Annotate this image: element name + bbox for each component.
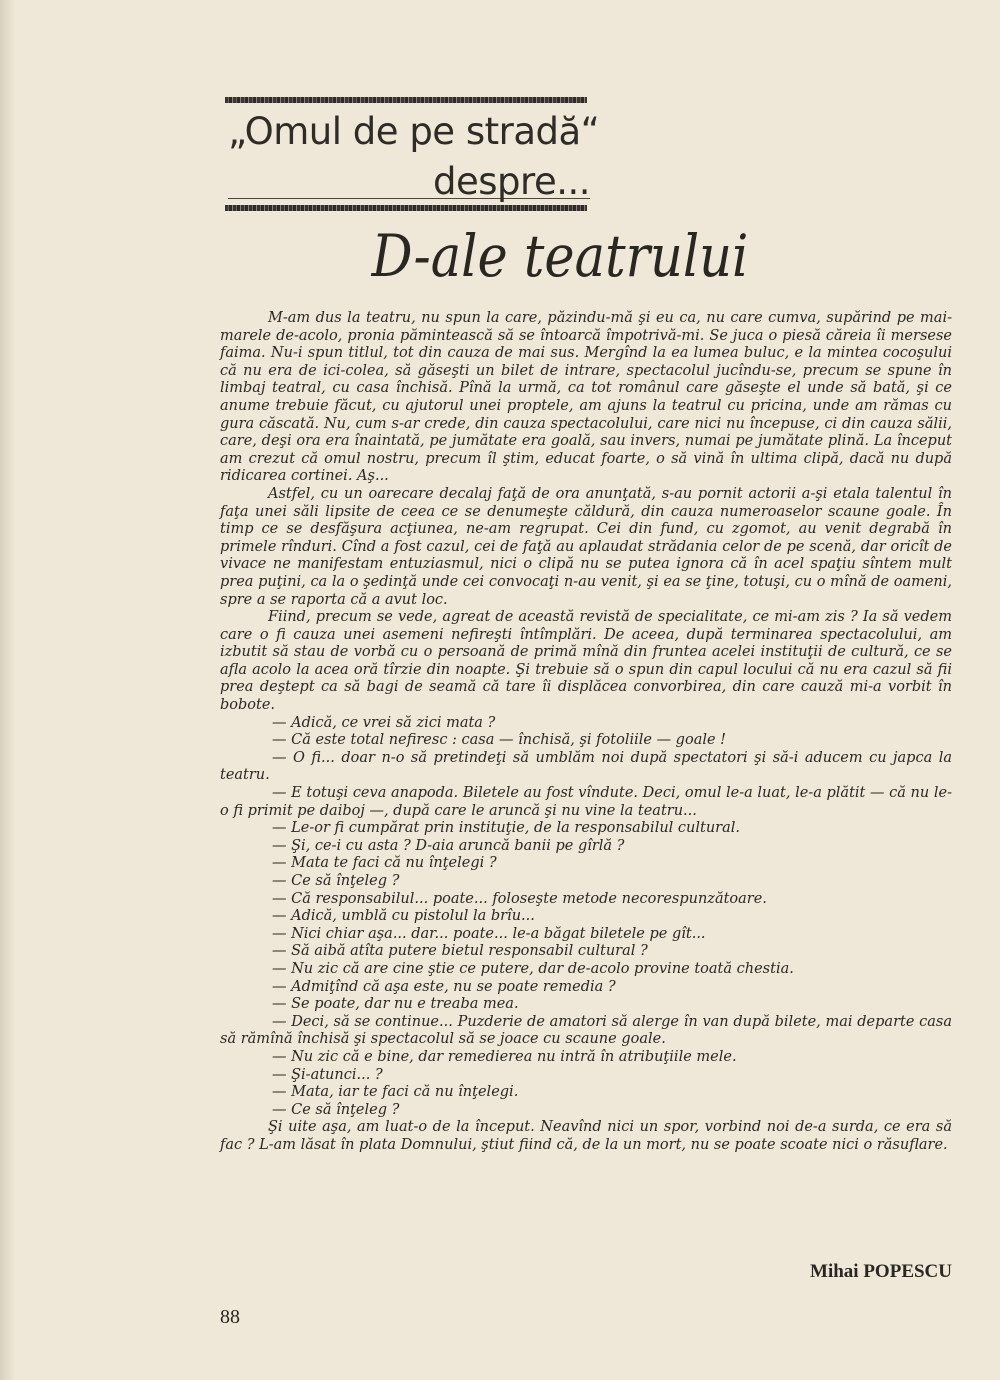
dialogue-line: — Nu zic că are cine ştie ce putere, dar de-acolo provine toată chestia. bbox=[272, 960, 794, 977]
dialogue-line: — Să aibă atîta putere bietul responsabil cultural ? bbox=[272, 943, 648, 960]
dialogue-line: — Adică, umblă cu pistolul la brîu... bbox=[272, 908, 535, 925]
dialogue-line: — Mata te faci că nu înţelegi ? bbox=[272, 855, 497, 872]
dialogue-line: — Nu zic că e bine, dar remedierea nu intră în atribuţiile mele. bbox=[272, 1048, 737, 1065]
paragraph: M-am dus la teatru, nu spun la care, păzindu-mă şi eu ca, nu care cumva, supărind pe mai-marele de-acolo, pronia pămintească să se întoarcă împotrivă-mi. Se juca o piesă căreia îi mersese faima. Nu-i spun titlul, tot din cauza de mai sus. Mergînd la ea lumea buluc, e la mintea cocoşului că nu era de ici-colea, să găseşti un bilet de intrare, spectacolul jucîndu-se, precum se spune în limbaj teatral, cu casa închisă. Pînă la urmă, ca tot românul care găseşte el unde să bată, şi ce anume trebuie făcut, cu ajutorul unei proptele, am ajuns la teatrul cu pricina, unde am rămas cu gura căscată. Nu, cum s-ar crede, din cauza spectacolului, care nici nu începuse, ci din cauza sălii, care, deşi ora era înaintată, pe jumătate era goală, sau invers, numai pe jumătate plină. La început am crezut că omul nostru, precum îl ştim, educat foarte, o să vină în ultima clipă, dacă nu după ridicarea cortinei. Aş... bbox=[220, 310, 952, 485]
dialogue-line: — Adică, ce vrei să zici mata ? bbox=[272, 714, 496, 731]
page-number: 88 bbox=[220, 1306, 240, 1328]
page-spine-shadow bbox=[0, 0, 14, 1380]
dialogue-line: — Deci, să se continue... Puzderie de amatori să alerge în van după bilete, mai departe casa să rămînă închisă şi spectacolul să se joace cu scaune goale. bbox=[220, 1013, 952, 1048]
dialogue-line: — O fi... doar n-o să pretindeţi să umblăm noi după spectatori şi să-i aducem cu japca la teatru. bbox=[220, 749, 952, 784]
dialogue-line: — Şi, ce-i cu asta ? D-aia aruncă banii pe gîrlă ? bbox=[272, 837, 625, 854]
dialogue-line: — Mata, iar te faci că nu înţelegi. bbox=[272, 1084, 519, 1101]
paragraph: Astfel, cu un oarecare decalaj faţă de ora anunţată, s-au pornit actorii a-şi etala talentul în faţa unei săli lipsite de ceea ce se denumeşte căldură, din cauza numeroaselor scaune goale. În timp ce se desfăşura acţiunea, ne-am regrupat. Cei din fund, cu zgomot, au venit degrabă în primele rînduri. Cînd a fost cazul, cei de faţă au aplaudat strădania celor de pe scenă, dar oricît de vivace ne manifestam entuziasmul, nici o clipă nu se putea ignora că în acel spaţiu sîntem mult prea puţini, ca la o şedinţă unde cei convocaţi n-au venit, şi ea se ţine, totuşi, cu o mînă de oameni, spre a se raporta că a avut loc. bbox=[220, 485, 952, 608]
dialogue-line: — Nici chiar aşa... dar... poate... le-a băgat biletele pe gît... bbox=[272, 925, 706, 942]
dialogue-line: — Se poate, dar nu e treaba mea. bbox=[272, 996, 519, 1013]
article-title: D-ale teatrului bbox=[371, 222, 749, 290]
paragraph: Fiind, precum se vede, agreat de această revistă de specialitate, ce mi-am zis ? Ia să vedem care o fi cauza unei asemeni nefireşti întîmplări. De aceea, după terminarea spectacolului, am izbutit să stau de vorbă cu o persoană de primă mînă din fruntea acelei instituţii de cultură, ce se afla acolo la acea oră tîrzie din noapte. Şi trebuie să o spun din capul locului că nu era cazul să fii prea deştept ca să bagi de seamă că tare îi displăcea convorbirea, din care cauză mi-a vorbit în bobote. bbox=[220, 609, 952, 714]
dialogue-line: — Le-or fi cumpărat prin instituţie, de la responsabilul cultural. bbox=[272, 820, 741, 837]
rubric-top-rule bbox=[225, 97, 587, 103]
dialogue-line: — Şi-atunci... ? bbox=[272, 1066, 383, 1083]
dialogue-line: — Ce să înţeleg ? bbox=[272, 873, 400, 889]
article-body bbox=[220, 310, 952, 1155]
rubric-bottom-rule bbox=[225, 205, 587, 211]
dialogue-line: — Ce să înţeleg ? bbox=[272, 1101, 400, 1118]
rubric-title-line2: despre... bbox=[433, 160, 590, 203]
author-signature: Mihai POPESCU bbox=[810, 1261, 952, 1282]
rubric-title-line1: „Omul de pe stradă“ bbox=[228, 110, 600, 153]
dialogue-line: — Că responsabilul... poate... foloseşte metode necorespunzătoare. bbox=[272, 890, 767, 907]
dialogue-line: — Admiţînd că aşa este, nu se poate remedia ? bbox=[272, 978, 616, 995]
dialogue-line: — Că este total nefiresc : casa — închisă, şi fotoliile — goale ! bbox=[272, 732, 726, 749]
closing-paragraph: Şi uite aşa, am luat-o de la început. Neavînd nici un spor, vorbind noi de-a surda, ce era să fac ? L-am lăsat în plata Domnului, ştiut fiind că, de la un mort, nu se poate scoate nici o răsuflare. bbox=[220, 1119, 952, 1153]
dialogue-line: — E totuşi ceva anapoda. Biletele au fost vîndute. Deci, omul le-a luat, le-a plătit — că nu le-o fi primit pe daiboj —, după care le aruncă şi nu vine la teatru... bbox=[220, 785, 952, 819]
